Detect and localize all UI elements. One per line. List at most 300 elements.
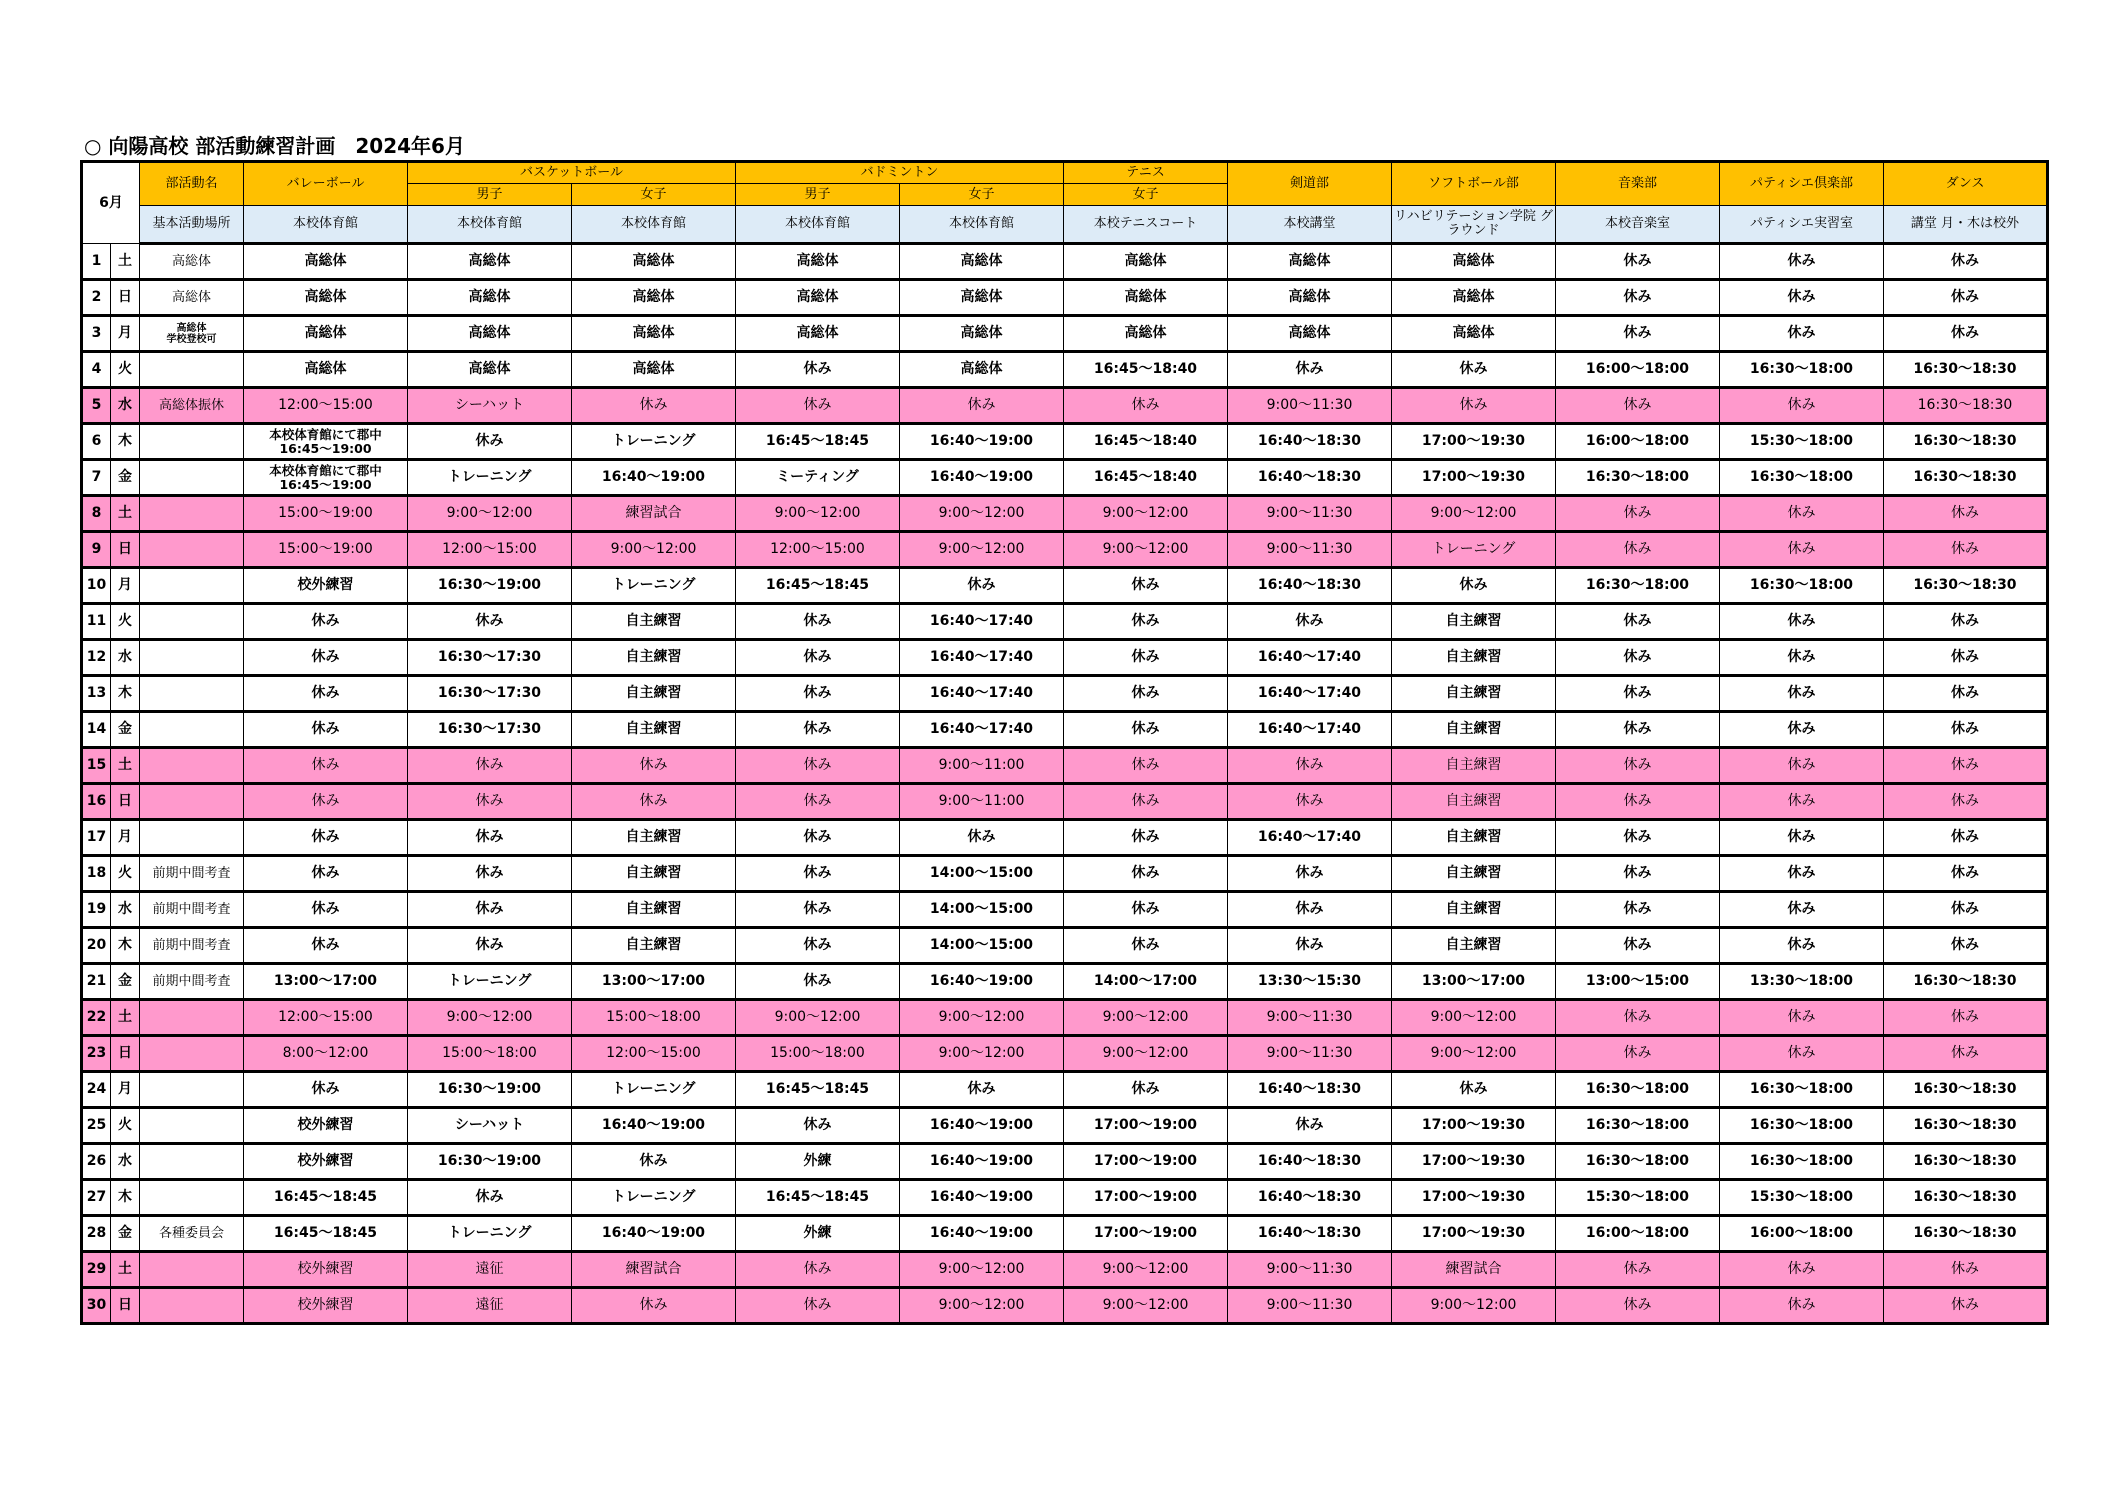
schedule-cell: 16:45～18:40	[1064, 460, 1228, 496]
day-number: 2	[82, 280, 111, 316]
schedule-cell: 17:00～19:30	[1392, 460, 1556, 496]
schedule-cell: 高総体	[572, 352, 736, 388]
schedule-cell: 16:00～18:00	[1720, 1216, 1884, 1252]
schedule-cell: 休み	[1720, 1288, 1884, 1324]
weekday: 土	[111, 1252, 140, 1288]
club-patissier: パティシエ倶楽部	[1720, 162, 1884, 206]
schedule-cell: 9:00～11:30	[1228, 388, 1392, 424]
day-note	[140, 1072, 244, 1108]
weekday: 金	[111, 460, 140, 496]
table-row	[82, 892, 2048, 928]
schedule-cell: 16:45～18:45	[736, 568, 900, 604]
month-header: 6月	[82, 162, 140, 244]
schedule-cell: 自主練習	[572, 928, 736, 964]
schedule-cell: 休み	[1720, 1000, 1884, 1036]
schedule-cell: 本校体育館にて郡中 16:45～19:00	[244, 424, 408, 460]
weekday: 月	[111, 820, 140, 856]
page-title: ○ 向陽高校 部活動練習計画 2024年6月	[84, 134, 465, 158]
schedule-cell: トレーニング	[572, 568, 736, 604]
day-number: 7	[82, 460, 111, 496]
club-name-label: 部活動名	[140, 162, 244, 206]
schedule-cell: 休み	[1884, 892, 2048, 928]
schedule-cell: 15:00～19:00	[244, 532, 408, 568]
weekday: 水	[111, 640, 140, 676]
weekday: 土	[111, 1000, 140, 1036]
weekday: 火	[111, 1108, 140, 1144]
table-row	[82, 1180, 2048, 1216]
club-tennis: テニス	[1064, 162, 1228, 184]
table-row	[82, 1036, 2048, 1072]
schedule-cell: 休み	[1884, 1288, 2048, 1324]
schedule-cell: 16:40～17:40	[1228, 676, 1392, 712]
schedule-cell: 16:40～19:00	[572, 1108, 736, 1144]
day-number: 23	[82, 1036, 111, 1072]
club-softball: ソフトボール部	[1392, 162, 1556, 206]
club-dance: ダンス	[1884, 162, 2048, 206]
schedule-cell: 練習試合	[572, 1252, 736, 1288]
table-row	[82, 1288, 2048, 1324]
table-row	[82, 1000, 2048, 1036]
schedule-cell: 休み	[1720, 892, 1884, 928]
day-number: 8	[82, 496, 111, 532]
schedule-cell: 15:30～18:00	[1720, 424, 1884, 460]
schedule-cell: 9:00～11:00	[900, 748, 1064, 784]
schedule-cell: 16:40～18:30	[1228, 460, 1392, 496]
schedule-cell: 16:40～17:40	[900, 712, 1064, 748]
place-label: 基本活動場所	[140, 206, 244, 244]
schedule-cell: 自主練習	[1392, 928, 1556, 964]
schedule-cell: 休み	[244, 676, 408, 712]
day-note: 高総体	[140, 244, 244, 280]
schedule-cell: 12:00～15:00	[736, 532, 900, 568]
schedule-cell: 休み	[1064, 748, 1228, 784]
schedule-cell: 校外練習	[244, 1252, 408, 1288]
schedule-cell: 16:00～18:00	[1556, 1216, 1720, 1252]
place-patissier: パティシエ実習室	[1720, 206, 1884, 244]
schedule-cell: 休み	[408, 820, 572, 856]
table-row	[82, 1252, 2048, 1288]
schedule-cell: 16:30～18:00	[1720, 568, 1884, 604]
schedule-cell: 14:00～15:00	[900, 856, 1064, 892]
schedule-cell: 休み	[736, 820, 900, 856]
schedule-cell: 16:40～17:40	[900, 676, 1064, 712]
schedule-cell: 練習試合	[572, 496, 736, 532]
day-number: 17	[82, 820, 111, 856]
schedule-cell: 休み	[1884, 1000, 2048, 1036]
schedule-cell: 16:45～18:45	[244, 1180, 408, 1216]
schedule-cell: 休み	[244, 892, 408, 928]
schedule-cell: 9:00～12:00	[1064, 1000, 1228, 1036]
schedule-cell: 14:00～17:00	[1064, 964, 1228, 1000]
schedule-cell: 休み	[244, 784, 408, 820]
schedule-cell: 9:00～12:00	[1064, 1288, 1228, 1324]
schedule-cell: 8:00～12:00	[244, 1036, 408, 1072]
schedule-cell: 休み	[1556, 1252, 1720, 1288]
table-row	[82, 676, 2048, 712]
day-note	[140, 640, 244, 676]
schedule-cell: 高総体	[408, 280, 572, 316]
schedule-cell: 9:00～12:00	[900, 496, 1064, 532]
table-row	[82, 424, 2048, 460]
schedule-cell: 15:00～18:00	[736, 1036, 900, 1072]
schedule-cell: 自主練習	[572, 856, 736, 892]
day-note	[140, 568, 244, 604]
day-number: 30	[82, 1288, 111, 1324]
schedule-cell: 休み	[1392, 568, 1556, 604]
schedule-cell: 遠征	[408, 1252, 572, 1288]
day-note	[140, 604, 244, 640]
day-number: 13	[82, 676, 111, 712]
place-tennis: 本校テニスコート	[1064, 206, 1228, 244]
schedule-cell: 16:40～18:30	[1228, 1216, 1392, 1252]
schedule-cell: 休み	[1720, 856, 1884, 892]
schedule-cell: 16:40～19:00	[900, 424, 1064, 460]
schedule-cell: 休み	[1064, 604, 1228, 640]
schedule-cell: 休み	[900, 1072, 1064, 1108]
schedule-cell: 休み	[1884, 856, 2048, 892]
club-volleyball: バレーボール	[244, 162, 408, 206]
schedule-cell: 12:00～15:00	[244, 1000, 408, 1036]
schedule-cell: 休み	[408, 424, 572, 460]
schedule-cell: 16:40～19:00	[572, 1216, 736, 1252]
day-note	[140, 1000, 244, 1036]
table-row	[82, 712, 2048, 748]
schedule-cell: 校外練習	[244, 1108, 408, 1144]
schedule-cell: 16:30～18:30	[1884, 388, 2048, 424]
schedule-cell: 16:40～17:40	[1228, 712, 1392, 748]
place-volleyball: 本校体育館	[244, 206, 408, 244]
schedule-cell: 9:00～12:00	[408, 496, 572, 532]
schedule-cell: 16:30～18:30	[1884, 1072, 2048, 1108]
schedule-cell: 13:00～17:00	[244, 964, 408, 1000]
day-number: 22	[82, 1000, 111, 1036]
schedule-cell: 休み	[1556, 244, 1720, 280]
place-bd-girls: 本校体育館	[900, 206, 1064, 244]
schedule-cell: 休み	[1228, 1108, 1392, 1144]
schedule-cell: 17:00～19:30	[1392, 1144, 1556, 1180]
schedule-cell: 自主練習	[1392, 748, 1556, 784]
day-number: 28	[82, 1216, 111, 1252]
club-basketball: バスケットボール	[408, 162, 736, 184]
schedule-cell: 休み	[1720, 388, 1884, 424]
day-number: 1	[82, 244, 111, 280]
schedule-cell: 16:30～18:30	[1884, 1144, 2048, 1180]
schedule-cell: 16:40～17:40	[900, 604, 1064, 640]
schedule-cell: 休み	[1884, 928, 2048, 964]
day-note	[140, 460, 244, 496]
schedule-cell: 16:40～17:40	[1228, 640, 1392, 676]
schedule-cell: 休み	[736, 892, 900, 928]
schedule-cell: 休み	[1720, 496, 1884, 532]
schedule-cell: 高総体	[900, 244, 1064, 280]
weekday: 水	[111, 388, 140, 424]
table-row	[82, 244, 2048, 280]
schedule-cell: 休み	[1884, 604, 2048, 640]
schedule-cell: 17:00～19:30	[1392, 1108, 1556, 1144]
day-number: 14	[82, 712, 111, 748]
schedule-cell: 16:40～19:00	[900, 1180, 1064, 1216]
schedule-cell: 15:00～18:00	[572, 1000, 736, 1036]
place-bd-boys: 本校体育館	[736, 206, 900, 244]
schedule-cell: 9:00～12:00	[408, 1000, 572, 1036]
day-number: 11	[82, 604, 111, 640]
schedule-cell: 休み	[1884, 244, 2048, 280]
schedule-cell: 16:30～18:00	[1720, 1072, 1884, 1108]
schedule-cell: 休み	[1884, 496, 2048, 532]
day-number: 16	[82, 784, 111, 820]
schedule-cell: 高総体	[900, 280, 1064, 316]
table-row	[82, 316, 2048, 352]
schedule-cell: 休み	[1884, 784, 2048, 820]
day-note	[140, 1144, 244, 1180]
schedule-cell: 9:00～11:30	[1228, 1288, 1392, 1324]
schedule-cell: 休み	[900, 820, 1064, 856]
schedule-cell: 9:00～11:30	[1228, 532, 1392, 568]
schedule-cell: 休み	[1556, 1288, 1720, 1324]
schedule-cell: 高総体	[736, 316, 900, 352]
table-row	[82, 1144, 2048, 1180]
schedule-cell: 休み	[1064, 784, 1228, 820]
day-number: 20	[82, 928, 111, 964]
schedule-cell: 15:00～18:00	[408, 1036, 572, 1072]
day-note	[140, 424, 244, 460]
schedule-cell: 16:30～18:00	[1556, 1144, 1720, 1180]
schedule-cell: 高総体	[1228, 316, 1392, 352]
schedule-cell: 休み	[408, 1180, 572, 1216]
schedule-cell: 16:45～18:45	[736, 1180, 900, 1216]
day-number: 21	[82, 964, 111, 1000]
table-row	[82, 568, 2048, 604]
weekday: 木	[111, 676, 140, 712]
day-number: 25	[82, 1108, 111, 1144]
weekday: 水	[111, 892, 140, 928]
schedule-cell: 高総体	[408, 244, 572, 280]
schedule-cell: 休み	[1064, 712, 1228, 748]
schedule-cell: 16:40～19:00	[900, 964, 1064, 1000]
schedule-cell: 高総体	[408, 316, 572, 352]
schedule-cell: 9:00～12:00	[1392, 496, 1556, 532]
day-number: 15	[82, 748, 111, 784]
schedule-cell: 休み	[1228, 892, 1392, 928]
schedule-cell: 9:00～11:30	[1228, 1252, 1392, 1288]
table-row	[82, 820, 2048, 856]
club-kendo: 剣道部	[1228, 162, 1392, 206]
schedule-cell: 休み	[736, 640, 900, 676]
schedule-cell: 休み	[1556, 496, 1720, 532]
club-badminton: バドミントン	[736, 162, 1064, 184]
weekday: 土	[111, 496, 140, 532]
table-row	[82, 1072, 2048, 1108]
schedule-cell: 休み	[1556, 532, 1720, 568]
schedule-cell: 15:30～18:00	[1556, 1180, 1720, 1216]
schedule-cell: 自主練習	[1392, 676, 1556, 712]
day-note	[140, 1252, 244, 1288]
schedule-cell: 休み	[1228, 928, 1392, 964]
schedule-cell: 16:30～19:00	[408, 1072, 572, 1108]
weekday: 木	[111, 1180, 140, 1216]
schedule-cell: 16:30～17:30	[408, 640, 572, 676]
schedule-cell: 高総体	[1064, 280, 1228, 316]
schedule-cell: 9:00～12:00	[900, 532, 1064, 568]
table-row	[82, 748, 2048, 784]
schedule-cell: 高総体	[900, 352, 1064, 388]
schedule-cell: 16:40～19:00	[572, 460, 736, 496]
schedule-cell: 休み	[1884, 1252, 2048, 1288]
schedule-cell: 校外練習	[244, 568, 408, 604]
schedule-cell: 9:00～11:30	[1228, 1000, 1392, 1036]
schedule-cell: 自主練習	[1392, 820, 1556, 856]
weekday: 火	[111, 604, 140, 640]
weekday: 日	[111, 532, 140, 568]
schedule-cell: 16:45～18:45	[736, 1072, 900, 1108]
schedule-cell: 高総体	[1064, 316, 1228, 352]
day-note	[140, 1180, 244, 1216]
schedule-cell: 休み	[1228, 748, 1392, 784]
schedule-cell: 休み	[1064, 676, 1228, 712]
schedule-cell: 16:30～18:30	[1884, 424, 2048, 460]
schedule-cell: 17:00～19:00	[1064, 1180, 1228, 1216]
schedule-cell: 休み	[1720, 712, 1884, 748]
sub-bb-boys: 男子	[408, 184, 572, 206]
schedule-cell: 9:00～12:00	[1064, 496, 1228, 532]
schedule-cell: 16:40～18:30	[1228, 1144, 1392, 1180]
schedule-cell: 16:00～18:00	[1556, 424, 1720, 460]
schedule-cell: 自主練習	[572, 676, 736, 712]
schedule-cell: 16:30～18:00	[1556, 1108, 1720, 1144]
schedule-cell: 休み	[900, 388, 1064, 424]
schedule-cell: 高総体	[572, 244, 736, 280]
schedule-cell: トレーニング	[1392, 532, 1556, 568]
day-note	[140, 532, 244, 568]
schedule-cell: 16:45～18:45	[244, 1216, 408, 1252]
schedule-cell: 16:30～18:00	[1720, 460, 1884, 496]
schedule-cell: 休み	[1228, 604, 1392, 640]
schedule-cell: 休み	[1064, 820, 1228, 856]
schedule-cell: 高総体	[736, 244, 900, 280]
day-number: 29	[82, 1252, 111, 1288]
table-row	[82, 388, 2048, 424]
schedule-cell: トレーニング	[408, 964, 572, 1000]
day-note	[140, 676, 244, 712]
schedule-cell: 13:00～17:00	[572, 964, 736, 1000]
schedule-cell: 高総体	[1392, 244, 1556, 280]
schedule-cell: 休み	[1884, 316, 2048, 352]
schedule-cell: 休み	[1884, 820, 2048, 856]
weekday: 金	[111, 712, 140, 748]
schedule-cell: 外練	[736, 1144, 900, 1180]
schedule-cell: 17:00～19:00	[1064, 1108, 1228, 1144]
day-number: 10	[82, 568, 111, 604]
schedule-cell: 高総体	[244, 316, 408, 352]
schedule-cell: 休み	[1556, 604, 1720, 640]
schedule-cell: 16:40～18:30	[1228, 424, 1392, 460]
schedule-cell: 休み	[736, 784, 900, 820]
schedule-cell: 校外練習	[244, 1288, 408, 1324]
schedule-cell: 高総体	[1228, 244, 1392, 280]
schedule-cell: 休み	[1720, 280, 1884, 316]
schedule-cell: 13:30～15:30	[1228, 964, 1392, 1000]
place-music: 本校音楽室	[1556, 206, 1720, 244]
schedule-cell: 休み	[1884, 532, 2048, 568]
day-number: 26	[82, 1144, 111, 1180]
day-note: 高総体 学校登校可	[140, 316, 244, 352]
schedule-body	[82, 244, 2048, 1324]
day-note: 前期中間考査	[140, 928, 244, 964]
day-number: 19	[82, 892, 111, 928]
schedule-cell: 休み	[1884, 676, 2048, 712]
schedule-cell: 休み	[1556, 676, 1720, 712]
sub-bb-girls: 女子	[572, 184, 736, 206]
schedule-cell: 16:30～18:30	[1884, 460, 2048, 496]
schedule-cell: 14:00～15:00	[900, 928, 1064, 964]
schedule-cell: 外練	[736, 1216, 900, 1252]
weekday: 土	[111, 748, 140, 784]
place-bb-girls: 本校体育館	[572, 206, 736, 244]
schedule-cell: 高総体	[244, 352, 408, 388]
schedule-cell: 9:00～12:00	[900, 1252, 1064, 1288]
schedule-cell: 16:30～18:30	[1884, 1180, 2048, 1216]
schedule-cell: 休み	[1720, 1252, 1884, 1288]
table-row	[82, 532, 2048, 568]
schedule-cell: 休み	[900, 568, 1064, 604]
schedule-cell: 休み	[244, 1072, 408, 1108]
schedule-cell: 12:00～15:00	[572, 1036, 736, 1072]
schedule-cell: 自主練習	[572, 712, 736, 748]
day-note: 高総体	[140, 280, 244, 316]
schedule-cell: 17:00～19:30	[1392, 1180, 1556, 1216]
schedule-cell: 17:00～19:00	[1064, 1144, 1228, 1180]
day-note	[140, 352, 244, 388]
weekday: 月	[111, 316, 140, 352]
day-number: 6	[82, 424, 111, 460]
weekday: 日	[111, 1288, 140, 1324]
schedule-cell: トレーニング	[572, 1072, 736, 1108]
schedule-cell: 17:00～19:30	[1392, 1216, 1556, 1252]
weekday: 火	[111, 856, 140, 892]
table-row	[82, 856, 2048, 892]
schedule-cell: 休み	[408, 856, 572, 892]
place-kendo: 本校講堂	[1228, 206, 1392, 244]
schedule-cell: 休み	[736, 352, 900, 388]
schedule-cell: 休み	[1228, 784, 1392, 820]
schedule-cell: 休み	[1228, 352, 1392, 388]
sub-bd-boys: 男子	[736, 184, 900, 206]
schedule-cell: 高総体	[408, 352, 572, 388]
schedule-cell: 休み	[1720, 928, 1884, 964]
schedule-cell: トレーニング	[572, 424, 736, 460]
schedule-cell: 16:30～18:30	[1884, 964, 2048, 1000]
schedule-cell: 16:45～18:45	[736, 424, 900, 460]
schedule-cell: 16:40～19:00	[900, 1144, 1064, 1180]
day-number: 3	[82, 316, 111, 352]
schedule-cell: 休み	[1228, 856, 1392, 892]
schedule-cell: 16:30～18:00	[1720, 1108, 1884, 1144]
schedule-cell: 高総体	[1392, 316, 1556, 352]
schedule-cell: 休み	[1556, 640, 1720, 676]
schedule-cell: 休み	[572, 388, 736, 424]
schedule-cell: 休み	[1556, 316, 1720, 352]
schedule-cell: 休み	[572, 784, 736, 820]
day-note	[140, 1036, 244, 1072]
schedule-cell: 休み	[1556, 1000, 1720, 1036]
table-row	[82, 784, 2048, 820]
schedule-cell: 休み	[244, 856, 408, 892]
table-row	[82, 604, 2048, 640]
schedule-cell: 高総体	[736, 280, 900, 316]
day-note: 各種委員会	[140, 1216, 244, 1252]
schedule-cell: 自主練習	[572, 820, 736, 856]
table-row	[82, 1216, 2048, 1252]
